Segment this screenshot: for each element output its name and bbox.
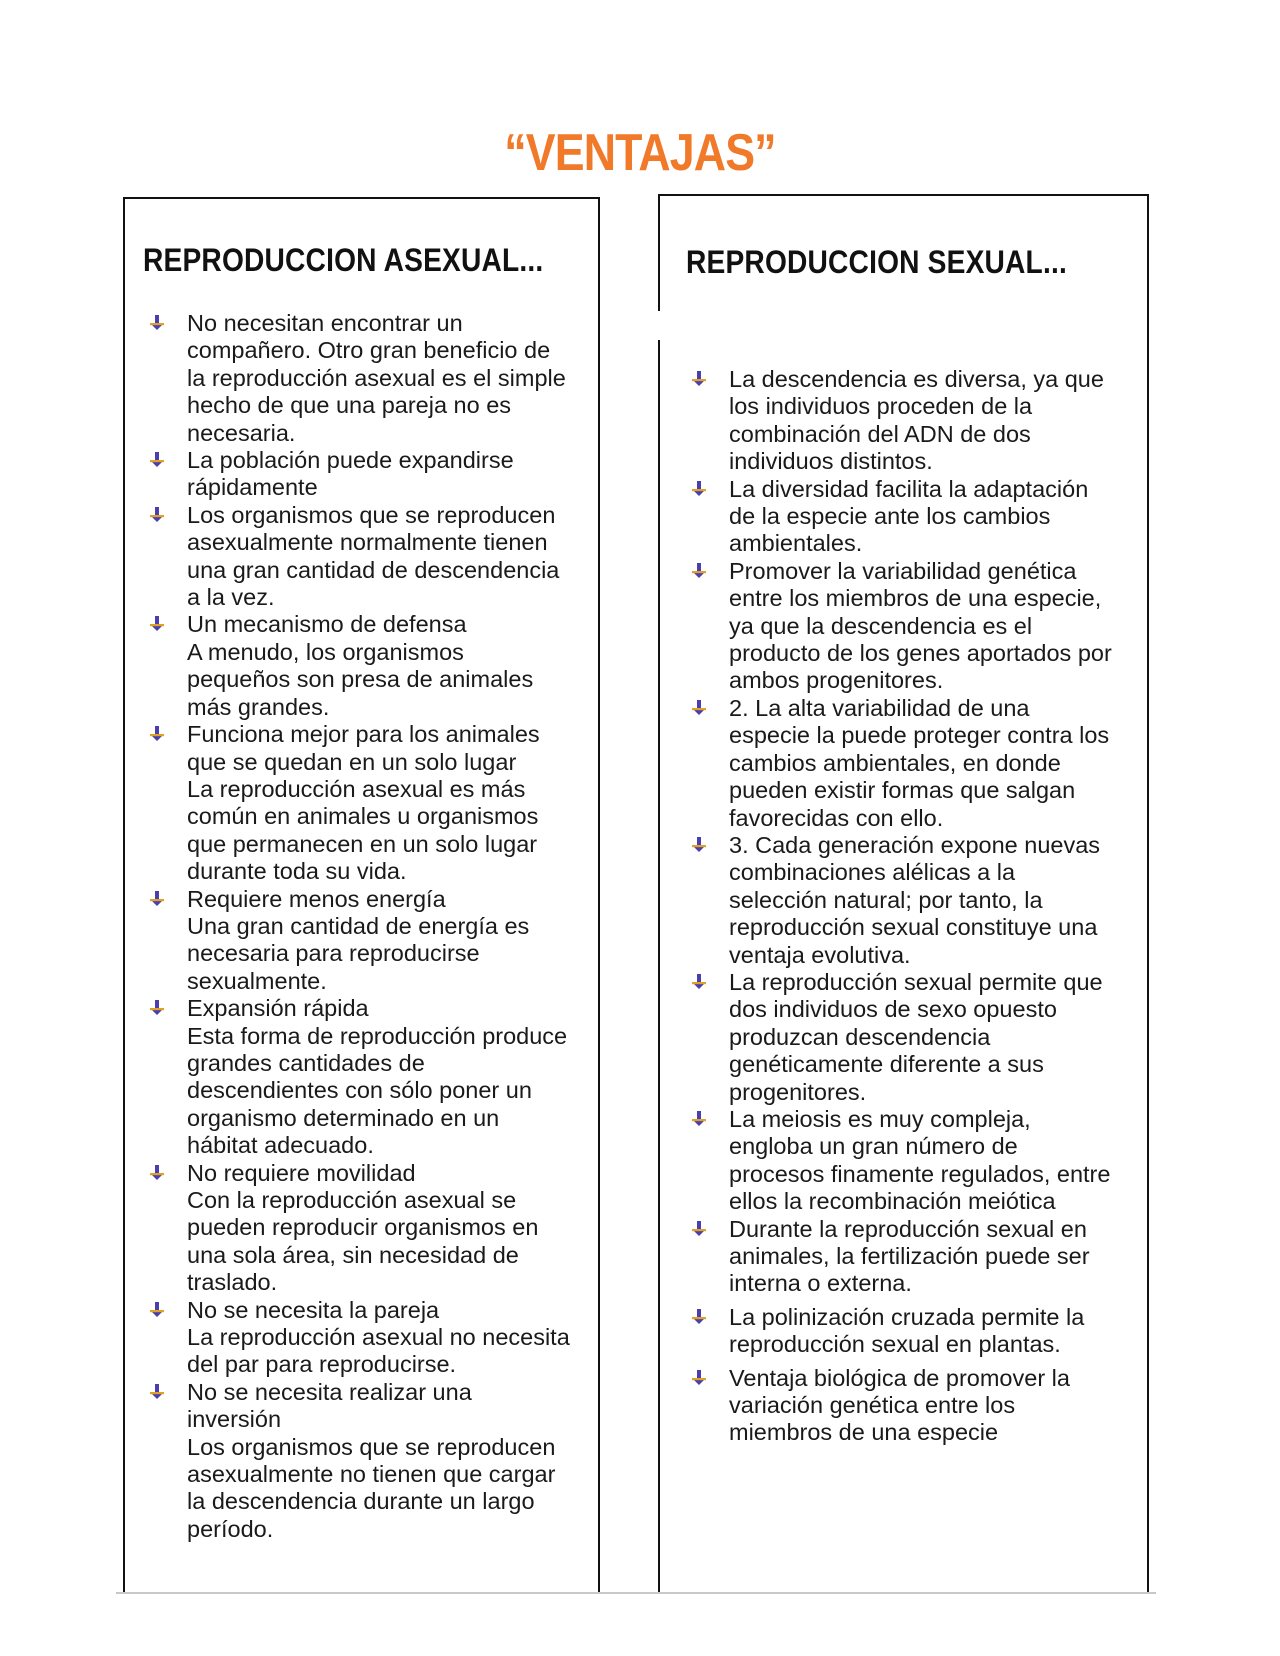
list-item: No necesitan encontrar un compañero. Otro gran beneficio de la reproducción asexual es el simple hecho de que una pareja no es necesaria.	[148, 310, 593, 447]
list-item: La meiosis es muy compleja, engloba un gran número de procesos finamente regulados, entre ellos la recombinación meiótica	[690, 1106, 1145, 1216]
down-arrow-bullet-icon	[690, 371, 708, 387]
down-arrow-bullet-icon	[148, 452, 166, 468]
down-arrow-bullet-icon	[148, 891, 166, 907]
down-arrow-bullet-icon	[690, 1111, 708, 1127]
list-item: Funciona mejor para los animales que se quedan en un solo lugar La reproducción asexual es más común en animales u organismos que permanecen en un solo lugar durante toda su vida.	[148, 721, 593, 885]
sexual-heading: REPRODUCCION SEXUAL...	[686, 244, 1067, 280]
list-item: Ventaja biológica de promover la variación genética entre los miembros de una especie	[690, 1365, 1145, 1447]
page-title: “VENTAJAS”	[504, 123, 776, 182]
down-arrow-bullet-icon	[690, 1309, 708, 1325]
down-arrow-bullet-icon	[148, 1000, 166, 1016]
list-item: Requiere menos energía Una gran cantidad de energía es necesaria para reproducirse sexualmente.	[148, 886, 593, 996]
down-arrow-bullet-icon	[148, 1165, 166, 1181]
page-bottom-rule	[116, 1592, 1156, 1594]
down-arrow-bullet-icon	[148, 315, 166, 331]
down-arrow-bullet-icon	[148, 616, 166, 632]
column-divider	[658, 340, 660, 1592]
list-item: No requiere movilidad Con la reproducción asexual se pueden reproducir organismos en una sola área, sin necesidad de traslado.	[148, 1160, 593, 1297]
down-arrow-bullet-icon	[690, 481, 708, 497]
list-item: La descendencia es diversa, ya que los individuos proceden de la combinación del ADN de dos individuos distintos.	[690, 366, 1145, 476]
list-item: La reproducción sexual permite que dos individuos de sexo opuesto produzcan descendencia genéticamente diferente a sus progenitores.	[690, 969, 1145, 1106]
list-item: No se necesita realizar una inversión Los organismos que se reproducen asexualmente no tienen que cargar la descendencia durante un largo período.	[148, 1379, 593, 1543]
down-arrow-bullet-icon	[148, 1384, 166, 1400]
down-arrow-bullet-icon	[690, 1370, 708, 1386]
list-item: Un mecanismo de defensa A menudo, los organismos pequeños son presa de animales más grandes.	[148, 611, 593, 721]
list-item: No se necesita la pareja La reproducción asexual no necesita del par para reproducirse.	[148, 1297, 593, 1379]
down-arrow-bullet-icon	[148, 1302, 166, 1318]
list-item: 3. Cada generación expone nuevas combinaciones alélicas a la selección natural; por tanto, la reproducción sexual constituye una ventaja evolutiva.	[690, 832, 1145, 969]
list-item: Durante la reproducción sexual en animales, la fertilización puede ser interna o externa.	[690, 1216, 1145, 1298]
down-arrow-bullet-icon	[148, 726, 166, 742]
sexual-advantages-list	[690, 366, 1145, 1447]
list-item: Expansión rápida Esta forma de reproducción produce grandes cantidades de descendientes con sólo poner un organismo determinado en un hábitat adecuado.	[148, 995, 593, 1159]
down-arrow-bullet-icon	[690, 974, 708, 990]
down-arrow-bullet-icon	[690, 563, 708, 579]
list-item: La polinización cruzada permite la reproducción sexual en plantas.	[690, 1304, 1145, 1359]
down-arrow-bullet-icon	[690, 700, 708, 716]
list-item: Promover la variabilidad genética entre los miembros de una especie, ya que la descendencia es el producto de los genes aportados por ambos progenitores.	[690, 558, 1145, 695]
asexual-advantages-list	[148, 310, 593, 1543]
down-arrow-bullet-icon	[690, 837, 708, 853]
down-arrow-bullet-icon	[148, 507, 166, 523]
list-item: Los organismos que se reproducen asexualmente normalmente tienen una gran cantidad de descendencia a la vez.	[148, 502, 593, 612]
list-item: La diversidad facilita la adaptación de la especie ante los cambios ambientales.	[690, 476, 1145, 558]
column-divider	[658, 194, 660, 311]
list-item: 2. La alta variabilidad de una especie la puede proteger contra los cambios ambientales, en donde pueden existir formas que salgan favorecidas con ello.	[690, 695, 1145, 832]
down-arrow-bullet-icon	[690, 1221, 708, 1237]
asexual-heading: REPRODUCCION ASEXUAL...	[143, 242, 544, 278]
list-item: La población puede expandirse rápidamente	[148, 447, 593, 502]
